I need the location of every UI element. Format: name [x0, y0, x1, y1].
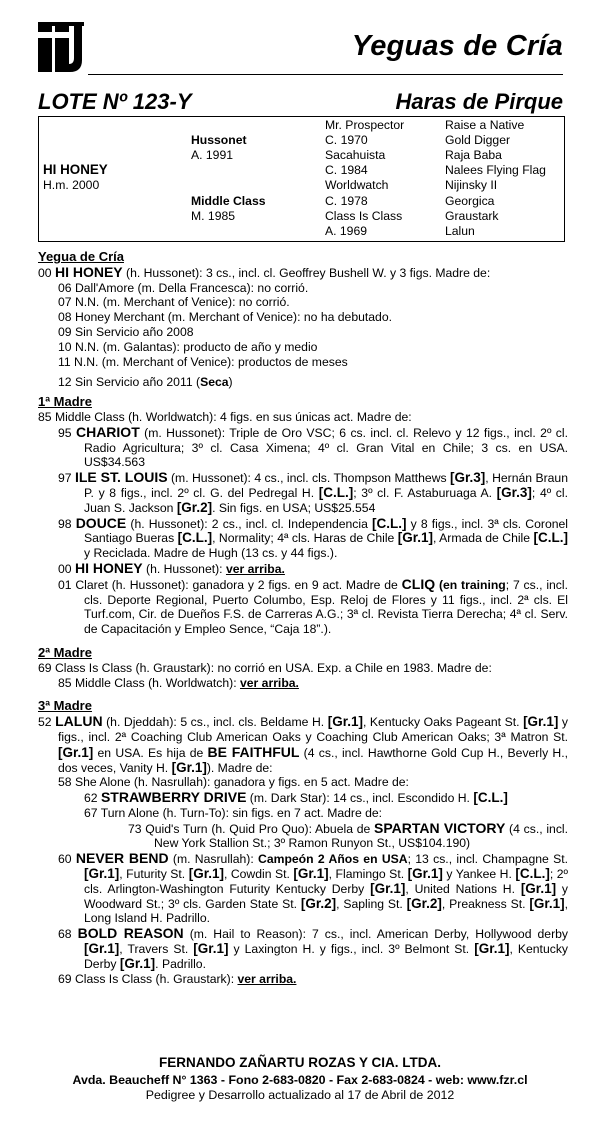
- pedigree-g3: Raja Baba: [445, 148, 502, 162]
- pedigree-g3: Georgica: [445, 194, 495, 208]
- pedigree-g3: Lalun: [445, 224, 475, 238]
- produce-entry: 09 Sin Servicio año 2008: [58, 324, 194, 339]
- company-name: FERNANDO ZAÑARTU ROZAS Y CIA. LTDA.: [159, 1055, 441, 1070]
- section-heading: 2ª Madre: [38, 644, 92, 660]
- mare-entry: 52 LALUN (h. Djeddah): 5 cs., incl. cls. Beldame H. [Gr.1], Kentucky Oaks Pageant St. [Gr.1] y figs., incl. 2ª Coaching Club American Oaks y Coaching Club American Oaks; 3ª Matron St. [Gr.1] en USA. Es hija de BE FAITHFUL (4 cs., incl. Hawthorne Gold Cup H., Beverly H., dos veces, Vanity H. [Gr.1]). Madre de:: [38, 713, 568, 775]
- horse-name: HI HONEY: [43, 162, 108, 177]
- produce-entry: 97 ILE ST. LOUIS (m. Hussonet): 4 cs., incl. cls. Thompson Matthews [Gr.3], Hernán Braun P. y 8 figs., incl. 2º cl. G. del Pedregal H. [C.L.]; 3º cl. F. Astaburuaga A. [Gr.3]; 4º cl. Juan S. Jackson [Gr.2]. Sin figs. en USA; US$25.554: [58, 469, 568, 515]
- page-title: Yeguas de Cría: [351, 30, 563, 62]
- company-address: Avda. Beaucheff N° 1363 - Fono 2-683-0820 - Fax 2-683-0824 - web: www.fzr.cl: [72, 1073, 528, 1087]
- produce-entry: 95 CHARIOT (m. Hussonet): Triple de Oro VSC; 6 cs. incl. cl. Relevo y 12 figs., incl. 2º cl. Radio Agricultura; 3º cl. Casa Ximena; 4º cl. Gran Vital en Chile; 3 cs. en USA. US$34.563: [58, 423, 568, 470]
- mare-entry: 85 Middle Class (h. Worldwatch): 4 figs. en sus únicas act. Madre de:: [38, 409, 412, 424]
- lot-number: LOTE Nº 123-Y: [38, 89, 192, 114]
- pedigree-g3: Nalees Flying Flag: [445, 163, 546, 177]
- produce-entry: 58 She Alone (h. Nasrullah): ganadora y figs. en 5 act. Madre de:: [58, 775, 409, 790]
- pedigree-g2: C. 1984: [325, 163, 368, 177]
- produce-entry: 67 Turn Alone (h. Turn-To): sin figs. en 7 act. Madre de:: [84, 805, 383, 820]
- footer: [0, 1055, 600, 1102]
- pedigree-g2: Sacahuista: [325, 148, 386, 162]
- produce-entry: 08 Honey Merchant (m. Merchant of Venice): no ha debutado.: [58, 310, 392, 325]
- mare-entry: 00 HI HONEY (h. Hussonet): 3 cs., incl. cl. Geoffrey Bushell W. y 3 figs. Madre de:: [38, 263, 491, 280]
- section-heading: 3ª Madre: [38, 698, 92, 714]
- produce-entry: 62 STRAWBERRY DRIVE (m. Dark Star): 14 cs., incl. Escondido H. [C.L.]: [84, 789, 508, 806]
- pedigree-g3: Graustark: [445, 209, 499, 223]
- pedigree-g2: Class Is Class: [325, 209, 403, 223]
- produce-entry: 00 HI HONEY (h. Hussonet): ver arriba.: [58, 559, 285, 576]
- sire-info: A. 1991: [191, 148, 234, 162]
- title-divider: [88, 74, 563, 75]
- produce-entry: 11 N.N. (m. Merchant of Venice): productos de meses: [58, 354, 348, 369]
- dam-name: Middle Class: [191, 194, 266, 208]
- produce-entry: 73 Quid's Turn (h. Quid Pro Quo): Abuela de SPARTAN VICTORY (4 cs., incl. New York Stallion St.; 3º Ramon Runyon St., US$104.190): [128, 819, 569, 851]
- pedigree-notes: [38, 250, 568, 986]
- stud-farm-name: Haras de Pirque: [395, 89, 563, 114]
- pedigree-table: [38, 116, 565, 242]
- horse-info: H.m. 2000: [43, 178, 100, 192]
- produce-entry: 12 Sin Servicio año 2011 (Seca): [58, 375, 233, 390]
- brand-logo: [36, 20, 86, 74]
- section-heading: Yegua de Cría: [38, 249, 124, 264]
- dam-info: M. 1985: [191, 209, 236, 223]
- section-heading: 1ª Madre: [38, 394, 92, 410]
- pedigree-g2: Worldwatch: [325, 178, 389, 192]
- pedigree-g2: Mr. Prospector: [325, 118, 405, 132]
- produce-entry: 06 Dall'Amore (m. Della Francesca): no corrió.: [58, 280, 309, 295]
- pedigree-g3: Raise a Native: [445, 118, 525, 132]
- pedigree-g3: Gold Digger: [445, 133, 511, 147]
- pedigree-g2: A. 1969: [325, 224, 368, 238]
- produce-entry: 07 N.N. (m. Merchant of Venice): no corrió.: [58, 295, 290, 310]
- pedigree-g2: C. 1970: [325, 133, 368, 147]
- pedigree-g2: C. 1978: [325, 194, 368, 208]
- produce-entry: 68 BOLD REASON (m. Hail to Reason): 7 cs., incl. American Derby, Hollywood derby [Gr.1], Travers St. [Gr.1] y Laxington H. y figs., incl. 3º Belmont St. [Gr.1], Kentucky Derby [Gr.1]. Padrillo.: [58, 925, 569, 971]
- pedigree-g3: Nijinsky II: [445, 178, 498, 192]
- sire-name: Hussonet: [191, 133, 247, 147]
- produce-entry: 10 N.N. (m. Galantas): producto de año y medio: [58, 339, 318, 354]
- produce-entry: 85 Middle Class (h. Worldwatch): ver arriba.: [58, 675, 299, 690]
- produce-entry: 98 DOUCE (h. Hussonet): 2 cs., incl. cl. Independencia [C.L.] y 8 figs., incl. 3ª cls. Coronel Santiago Bueras [C.L.], Normality; 4ª cls. Haras de Chile [Gr.1], Armada de Chile [C.L.] y Reciclada. Madre de Hugh (13 cs. y 44 figs.).: [58, 514, 568, 561]
- produce-entry: 69 Class Is Class (h. Graustark): ver arriba.: [58, 971, 297, 986]
- produce-entry: 01 Claret (h. Hussonet): ganadora y 2 figs. en 9 act. Madre de CLIQ (en training; 7 cs., incl. cls. Deporte Regional, Puerto Columbo, Esp. Reloj de Flores y 11 figs., incl. 2ª cls. El Turf.com, Cir. de Dueños F.S. de Carreras A.G.; 3ª cl. Revista Tierra Derecha; 4ª cl. Serv. de Capacitación y Empleo Sence, “Caja 18”.).: [58, 575, 568, 637]
- update-note: Pedigree y Desarrollo actualizado al 17 de Abril de 2012: [145, 1088, 455, 1102]
- produce-entry: 60 NEVER BEND (m. Nasrullah): Campeón 2 Años en USA; 13 cs., incl. Champagne St. [Gr.1], Futurity St. [Gr.1], Cowdin St. [Gr.1], Flamingo St. [Gr.1] y Yankee H. [C.L.]; 2º cls. Arlington-Washington Futurity Kentucky Derby [Gr.1], United Nations H. [Gr.1] y Woodward St.; 3º cls. Garden State St. [Gr.2], Sapling St. [Gr.2], Preakness St. [Gr.1], Long Island H. Padrillo.: [58, 850, 569, 926]
- mare-entry: 69 Class Is Class (h. Graustark): no corrió en USA. Exp. a Chile en 1983. Madre de:: [38, 660, 492, 675]
